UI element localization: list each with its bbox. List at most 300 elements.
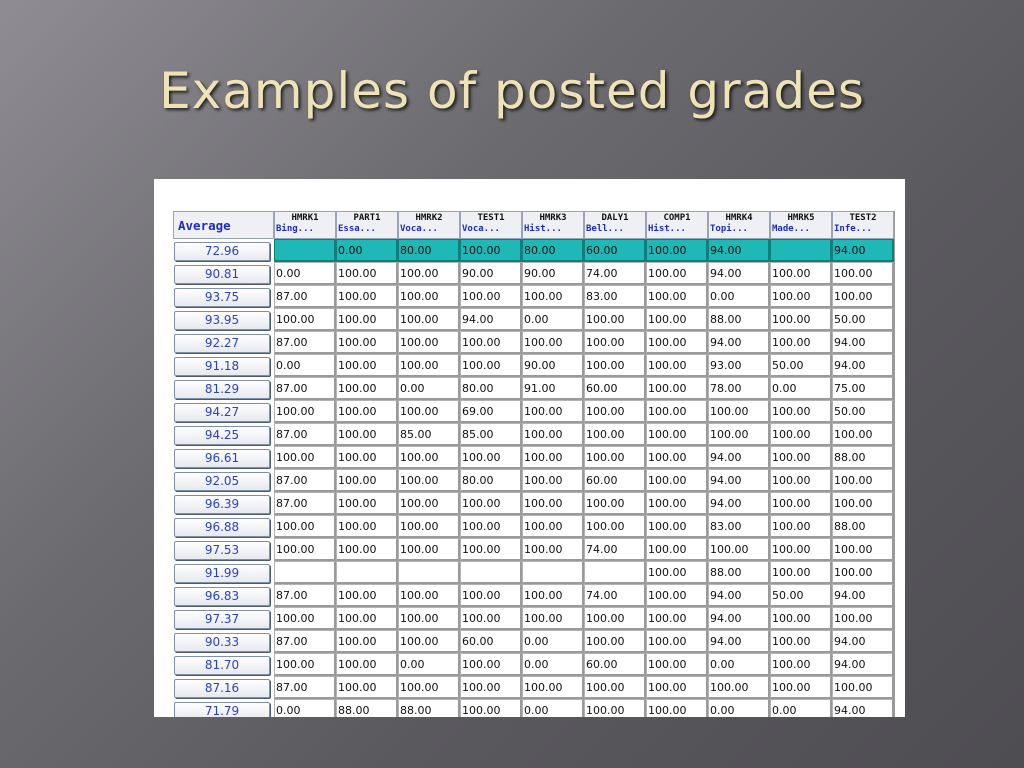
grade-cell[interactable]: 100.00 <box>646 331 708 354</box>
grade-cell[interactable]: 94.00 <box>708 239 770 262</box>
table-row[interactable] <box>173 607 898 630</box>
grade-cell[interactable]: 100.00 <box>274 607 336 630</box>
grade-cell[interactable]: 100.00 <box>646 285 708 308</box>
grade-cell[interactable]: 87.00 <box>274 584 336 607</box>
grade-cell[interactable]: 100.00 <box>522 676 584 699</box>
grade-cell[interactable]: 74.00 <box>584 584 646 607</box>
grade-cell[interactable]: 100.00 <box>646 400 708 423</box>
grade-cell[interactable]: 100.00 <box>584 331 646 354</box>
grade-cell[interactable]: 100.00 <box>770 630 832 653</box>
grade-cell[interactable]: 80.00 <box>398 239 460 262</box>
grade-cell[interactable]: 100.00 <box>336 354 398 377</box>
grade-cell[interactable]: 100.00 <box>336 285 398 308</box>
grade-cell[interactable]: 78.00 <box>708 377 770 400</box>
grade-cell[interactable]: 100.00 <box>770 423 832 446</box>
grade-cell[interactable]: 87.00 <box>274 630 336 653</box>
grade-cell[interactable]: 100.00 <box>770 308 832 331</box>
grade-cell[interactable]: 100.00 <box>832 538 894 561</box>
grade-cell[interactable]: 85.00 <box>398 423 460 446</box>
grade-cell[interactable]: 100.00 <box>274 515 336 538</box>
grade-cell[interactable]: 94.00 <box>708 469 770 492</box>
grade-cell[interactable]: 100.00 <box>832 492 894 515</box>
grade-cell[interactable]: 100.00 <box>522 446 584 469</box>
row-scroll-edge <box>894 331 898 354</box>
row-scroll-edge <box>894 653 898 676</box>
grade-cell[interactable]: 100.00 <box>770 676 832 699</box>
grade-cell[interactable]: 100.00 <box>336 630 398 653</box>
column-header-hmrk4[interactable] <box>708 211 770 239</box>
grade-cell[interactable]: 100.00 <box>770 262 832 285</box>
average-button[interactable]: 87.16 <box>174 679 270 698</box>
grade-cell[interactable]: 80.00 <box>460 377 522 400</box>
grade-cell[interactable]: 100.00 <box>460 285 522 308</box>
grade-cell[interactable]: 100.00 <box>460 331 522 354</box>
column-scroll-edge <box>894 211 898 239</box>
table-row[interactable] <box>173 285 898 308</box>
grade-cell[interactable]: 100.00 <box>646 515 708 538</box>
grade-cell[interactable]: 90.00 <box>522 354 584 377</box>
grade-cell[interactable]: 100.00 <box>584 354 646 377</box>
grade-cell[interactable]: 100.00 <box>770 561 832 584</box>
grade-cell[interactable] <box>522 561 584 584</box>
grade-cell[interactable]: 100.00 <box>646 538 708 561</box>
grade-cell[interactable]: 94.00 <box>832 630 894 653</box>
grade-cell[interactable]: 100.00 <box>770 607 832 630</box>
column-code: TEST2 <box>849 213 877 223</box>
table-row[interactable] <box>173 492 898 515</box>
grade-cell[interactable]: 100.00 <box>398 584 460 607</box>
grade-cell[interactable]: 100.00 <box>770 538 832 561</box>
grade-cell[interactable]: 0.00 <box>522 653 584 676</box>
grade-cell[interactable]: 100.00 <box>522 607 584 630</box>
grade-cell[interactable]: 100.00 <box>336 331 398 354</box>
grade-cell[interactable]: 100.00 <box>336 469 398 492</box>
grade-cell[interactable]: 100.00 <box>584 676 646 699</box>
grade-cell[interactable]: 87.00 <box>274 285 336 308</box>
grade-cell[interactable]: 90.00 <box>460 262 522 285</box>
grade-cell[interactable]: 100.00 <box>460 607 522 630</box>
column-description: Essa... <box>338 224 376 234</box>
table-row[interactable] <box>173 561 898 584</box>
grade-cell[interactable]: 50.00 <box>832 400 894 423</box>
grade-cell[interactable]: 91.00 <box>522 377 584 400</box>
grade-cell[interactable]: 0.00 <box>708 699 770 717</box>
grade-cell[interactable]: 100.00 <box>460 653 522 676</box>
grade-cell[interactable]: 100.00 <box>336 377 398 400</box>
grade-cell[interactable]: 94.00 <box>708 607 770 630</box>
grade-cell[interactable]: 0.00 <box>274 262 336 285</box>
grade-cell[interactable]: 100.00 <box>584 607 646 630</box>
grade-cell[interactable]: 100.00 <box>336 538 398 561</box>
column-code: HMRK5 <box>787 213 815 223</box>
grade-cell[interactable]: 88.00 <box>832 515 894 538</box>
grade-cell[interactable]: 80.00 <box>522 239 584 262</box>
grade-cell[interactable]: 100.00 <box>460 354 522 377</box>
grade-cell[interactable]: 100.00 <box>832 469 894 492</box>
grade-cell[interactable]: 94.00 <box>832 699 894 717</box>
grade-cell[interactable]: 100.00 <box>522 515 584 538</box>
grade-cell[interactable]: 100.00 <box>398 400 460 423</box>
grade-cell[interactable]: 0.00 <box>274 699 336 717</box>
grade-cell[interactable]: 100.00 <box>832 285 894 308</box>
grade-cell[interactable]: 74.00 <box>584 262 646 285</box>
table-row[interactable] <box>173 331 898 354</box>
grade-cell[interactable]: 100.00 <box>708 423 770 446</box>
grade-cell[interactable]: 88.00 <box>336 699 398 717</box>
average-cell <box>173 561 274 584</box>
grade-cell[interactable]: 100.00 <box>646 262 708 285</box>
column-header-hmrk5[interactable] <box>770 211 832 239</box>
grade-cell[interactable]: 100.00 <box>584 699 646 717</box>
grade-cell[interactable]: 83.00 <box>584 285 646 308</box>
grade-cell[interactable]: 100.00 <box>336 492 398 515</box>
grade-cell[interactable]: 94.00 <box>708 262 770 285</box>
grade-cell[interactable]: 100.00 <box>584 423 646 446</box>
table-header-row <box>173 211 898 239</box>
grade-cell[interactable]: 100.00 <box>398 538 460 561</box>
grade-cell[interactable]: 100.00 <box>336 607 398 630</box>
grade-cell[interactable]: 100.00 <box>770 285 832 308</box>
column-code: HMRK4 <box>725 213 753 223</box>
grade-cell[interactable]: 100.00 <box>646 423 708 446</box>
table-row[interactable] <box>173 262 898 285</box>
grade-cell[interactable]: 100.00 <box>522 331 584 354</box>
average-button[interactable]: 97.53 <box>174 541 270 560</box>
grade-cell[interactable]: 0.00 <box>336 239 398 262</box>
grade-cell[interactable]: 87.00 <box>274 423 336 446</box>
grade-cell[interactable]: 100.00 <box>336 400 398 423</box>
grade-cell[interactable]: 100.00 <box>770 331 832 354</box>
grade-cell[interactable]: 100.00 <box>274 446 336 469</box>
average-button[interactable]: 90.33 <box>174 633 270 652</box>
grade-cell[interactable]: 60.00 <box>584 239 646 262</box>
grade-cell[interactable]: 100.00 <box>522 492 584 515</box>
grade-cell[interactable]: 100.00 <box>646 630 708 653</box>
table-row[interactable] <box>173 469 898 492</box>
average-cell <box>173 239 274 262</box>
column-header-hmrk2[interactable] <box>398 211 460 239</box>
grade-cell[interactable]: 0.00 <box>708 285 770 308</box>
average-cell <box>173 584 274 607</box>
grade-cell[interactable]: 100.00 <box>646 239 708 262</box>
grade-cell[interactable]: 88.00 <box>708 308 770 331</box>
grade-cell[interactable]: 50.00 <box>770 354 832 377</box>
average-cell <box>173 400 274 423</box>
grade-cell[interactable]: 100.00 <box>398 630 460 653</box>
grade-cell[interactable]: 100.00 <box>770 653 832 676</box>
grade-cell[interactable]: 100.00 <box>398 354 460 377</box>
table-row[interactable] <box>173 354 898 377</box>
grade-cell[interactable]: 0.00 <box>708 653 770 676</box>
average-button[interactable]: 81.29 <box>174 380 270 399</box>
grade-cell[interactable]: 100.00 <box>398 676 460 699</box>
grade-cell[interactable]: 100.00 <box>274 400 336 423</box>
grade-cell[interactable]: 100.00 <box>460 676 522 699</box>
grade-cell[interactable]: 87.00 <box>274 492 336 515</box>
grade-cell[interactable] <box>584 561 646 584</box>
grade-cell[interactable]: 94.00 <box>832 584 894 607</box>
grade-cell[interactable]: 100.00 <box>832 607 894 630</box>
grade-cell[interactable]: 100.00 <box>832 676 894 699</box>
average-button[interactable]: 94.25 <box>174 426 270 445</box>
grade-cell[interactable]: 60.00 <box>460 630 522 653</box>
grade-cell[interactable]: 88.00 <box>398 699 460 717</box>
grade-cell[interactable]: 100.00 <box>708 400 770 423</box>
grade-cell[interactable]: 0.00 <box>522 308 584 331</box>
grade-cell[interactable]: 100.00 <box>770 446 832 469</box>
column-header-comp1[interactable] <box>646 211 708 239</box>
grade-cell[interactable]: 0.00 <box>398 377 460 400</box>
grade-cell[interactable]: 87.00 <box>274 469 336 492</box>
average-cell <box>173 676 274 699</box>
average-button[interactable]: 81.70 <box>174 656 270 675</box>
grade-cell[interactable]: 100.00 <box>646 308 708 331</box>
grade-cell[interactable]: 60.00 <box>584 377 646 400</box>
grade-cell[interactable]: 100.00 <box>336 584 398 607</box>
grade-cell[interactable]: 100.00 <box>398 285 460 308</box>
grade-cell[interactable]: 0.00 <box>522 630 584 653</box>
table-row[interactable] <box>173 653 898 676</box>
row-scroll-edge <box>894 377 898 400</box>
average-button[interactable]: 91.18 <box>174 357 270 376</box>
grade-cell[interactable]: 100.00 <box>646 699 708 717</box>
grade-cell[interactable]: 100.00 <box>460 492 522 515</box>
table-row[interactable] <box>173 377 898 400</box>
grade-cell[interactable]: 100.00 <box>398 469 460 492</box>
grade-cell[interactable]: 100.00 <box>336 446 398 469</box>
grade-cell[interactable]: 94.00 <box>708 584 770 607</box>
grade-cell[interactable]: 100.00 <box>522 584 584 607</box>
column-header-daly1[interactable] <box>584 211 646 239</box>
row-scroll-edge <box>894 469 898 492</box>
grade-cell[interactable]: 75.00 <box>832 377 894 400</box>
average-column-header[interactable]: Average <box>173 211 274 239</box>
grade-cell[interactable]: 100.00 <box>274 653 336 676</box>
grade-cell[interactable]: 100.00 <box>336 262 398 285</box>
grade-cell[interactable]: 100.00 <box>398 607 460 630</box>
table-row[interactable] <box>173 308 898 331</box>
grade-cell[interactable]: 100.00 <box>522 469 584 492</box>
grade-cell[interactable]: 100.00 <box>646 653 708 676</box>
grade-cell[interactable]: 94.00 <box>460 308 522 331</box>
grade-cell[interactable]: 100.00 <box>336 653 398 676</box>
grade-cell[interactable] <box>336 561 398 584</box>
average-button[interactable]: 71.79 <box>174 702 270 718</box>
grade-cell[interactable]: 100.00 <box>460 584 522 607</box>
column-header-test2[interactable] <box>832 211 894 239</box>
grade-cell[interactable]: 100.00 <box>584 308 646 331</box>
grade-cell[interactable]: 100.00 <box>398 331 460 354</box>
grade-cell[interactable]: 100.00 <box>460 446 522 469</box>
grade-cell[interactable]: 100.00 <box>584 630 646 653</box>
grade-cell[interactable]: 100.00 <box>646 354 708 377</box>
grade-cell[interactable]: 100.00 <box>398 446 460 469</box>
column-code: DALY1 <box>601 213 629 223</box>
grade-cell[interactable]: 100.00 <box>708 538 770 561</box>
grade-cell[interactable]: 94.00 <box>708 331 770 354</box>
grade-cell[interactable]: 100.00 <box>336 308 398 331</box>
column-header-hmrk3[interactable] <box>522 211 584 239</box>
grade-cell[interactable]: 85.00 <box>460 423 522 446</box>
grade-cell[interactable]: 94.00 <box>708 630 770 653</box>
row-scroll-edge <box>894 262 898 285</box>
row-scroll-edge <box>894 239 898 262</box>
grade-cell[interactable]: 0.00 <box>770 377 832 400</box>
grade-cell[interactable]: 100.00 <box>398 308 460 331</box>
average-button[interactable]: 93.95 <box>174 311 270 330</box>
table-row[interactable] <box>173 630 898 653</box>
grade-cell[interactable]: 100.00 <box>770 515 832 538</box>
grade-cell[interactable]: 100.00 <box>832 561 894 584</box>
grade-cell[interactable]: 0.00 <box>398 653 460 676</box>
average-button[interactable]: 96.39 <box>174 495 270 514</box>
average-cell <box>173 538 274 561</box>
grade-cell[interactable]: 100.00 <box>522 538 584 561</box>
grade-cell[interactable]: 100.00 <box>770 400 832 423</box>
average-cell <box>173 653 274 676</box>
grade-cell[interactable]: 100.00 <box>460 239 522 262</box>
grade-cell[interactable]: 100.00 <box>336 423 398 446</box>
grade-cell[interactable]: 100.00 <box>460 699 522 717</box>
grade-cell[interactable]: 0.00 <box>770 699 832 717</box>
grade-cell[interactable] <box>770 239 832 262</box>
average-button[interactable]: 96.88 <box>174 518 270 537</box>
grade-cell[interactable]: 100.00 <box>460 515 522 538</box>
grade-cell[interactable]: 60.00 <box>584 469 646 492</box>
row-scroll-edge <box>894 515 898 538</box>
grade-cell[interactable]: 100.00 <box>770 469 832 492</box>
grade-cell[interactable]: 100.00 <box>584 446 646 469</box>
column-code: PART1 <box>353 213 381 223</box>
grade-cell[interactable]: 100.00 <box>646 446 708 469</box>
grade-cell[interactable]: 100.00 <box>646 377 708 400</box>
grades-table <box>173 211 898 717</box>
row-scroll-edge <box>894 285 898 308</box>
column-header-part1[interactable] <box>336 211 398 239</box>
grade-cell[interactable]: 100.00 <box>646 607 708 630</box>
row-scroll-edge <box>894 584 898 607</box>
average-cell <box>173 492 274 515</box>
column-header-hmrk1[interactable] <box>274 211 336 239</box>
grade-cell[interactable] <box>274 239 336 262</box>
table-row[interactable] <box>173 515 898 538</box>
grade-cell[interactable]: 100.00 <box>522 285 584 308</box>
grade-cell[interactable]: 87.00 <box>274 676 336 699</box>
grade-cell[interactable]: 93.00 <box>708 354 770 377</box>
grade-cell[interactable]: 94.00 <box>832 239 894 262</box>
grade-cell[interactable]: 80.00 <box>460 469 522 492</box>
grade-cell[interactable]: 100.00 <box>274 308 336 331</box>
row-scroll-edge <box>894 446 898 469</box>
grade-cell[interactable]: 88.00 <box>708 561 770 584</box>
average-button[interactable]: 92.05 <box>174 472 270 491</box>
average-button[interactable]: 72.96 <box>174 242 270 261</box>
grade-cell[interactable] <box>398 561 460 584</box>
average-cell <box>173 423 274 446</box>
grade-cell[interactable]: 100.00 <box>646 469 708 492</box>
grade-cell[interactable]: 50.00 <box>832 308 894 331</box>
column-description: Voca... <box>462 224 500 234</box>
table-row[interactable] <box>173 446 898 469</box>
average-button[interactable]: 91.99 <box>174 564 270 583</box>
table-row[interactable] <box>173 584 898 607</box>
grade-cell[interactable] <box>274 561 336 584</box>
grade-cell[interactable]: 100.00 <box>584 515 646 538</box>
average-button[interactable]: 92.27 <box>174 334 270 353</box>
grade-cell[interactable]: 94.00 <box>832 331 894 354</box>
row-scroll-edge <box>894 561 898 584</box>
table-row[interactable] <box>173 676 898 699</box>
row-scroll-edge <box>894 308 898 331</box>
column-header-test1[interactable] <box>460 211 522 239</box>
grade-cell[interactable]: 100.00 <box>584 492 646 515</box>
column-description: Hist... <box>524 224 562 234</box>
grade-cell[interactable]: 94.00 <box>708 492 770 515</box>
grade-cell[interactable]: 94.00 <box>832 653 894 676</box>
grade-cell[interactable]: 60.00 <box>584 653 646 676</box>
grade-cell[interactable]: 100.00 <box>398 515 460 538</box>
table-row[interactable] <box>173 699 898 717</box>
column-description: Voca... <box>400 224 438 234</box>
grade-cell[interactable]: 83.00 <box>708 515 770 538</box>
average-button[interactable]: 93.75 <box>174 288 270 307</box>
grade-cell[interactable]: 100.00 <box>832 423 894 446</box>
grade-cell[interactable]: 0.00 <box>522 699 584 717</box>
grade-cell[interactable]: 69.00 <box>460 400 522 423</box>
table-row[interactable] <box>173 423 898 446</box>
grade-cell[interactable]: 100.00 <box>274 538 336 561</box>
grade-cell[interactable]: 0.00 <box>274 354 336 377</box>
grade-cell[interactable]: 100.00 <box>584 400 646 423</box>
grade-cell[interactable]: 100.00 <box>646 676 708 699</box>
grade-cell[interactable]: 100.00 <box>522 423 584 446</box>
grade-cell[interactable]: 88.00 <box>832 446 894 469</box>
grade-cell[interactable]: 94.00 <box>708 446 770 469</box>
average-button[interactable]: 96.83 <box>174 587 270 606</box>
table-row[interactable] <box>173 400 898 423</box>
column-description: Made... <box>772 224 810 234</box>
grade-cell[interactable]: 100.00 <box>398 262 460 285</box>
table-row[interactable] <box>173 538 898 561</box>
grade-cell[interactable]: 94.00 <box>832 354 894 377</box>
grade-cell[interactable]: 100.00 <box>770 492 832 515</box>
grade-cell[interactable]: 100.00 <box>832 262 894 285</box>
grade-cell[interactable] <box>460 561 522 584</box>
grade-cell[interactable]: 100.00 <box>460 538 522 561</box>
grade-cell[interactable]: 87.00 <box>274 377 336 400</box>
grade-cell[interactable]: 100.00 <box>646 561 708 584</box>
table-row[interactable] <box>173 239 898 262</box>
column-code: TEST1 <box>477 213 505 223</box>
grade-cell[interactable]: 50.00 <box>770 584 832 607</box>
grade-cell[interactable]: 100.00 <box>708 676 770 699</box>
grade-cell[interactable]: 74.00 <box>584 538 646 561</box>
average-cell <box>173 331 274 354</box>
average-button[interactable]: 96.61 <box>174 449 270 468</box>
grade-cell[interactable]: 100.00 <box>336 676 398 699</box>
average-button[interactable]: 90.81 <box>174 265 270 284</box>
average-button[interactable]: 94.27 <box>174 403 270 422</box>
grade-cell[interactable]: 100.00 <box>646 492 708 515</box>
grade-cell[interactable]: 100.00 <box>522 400 584 423</box>
grade-cell[interactable]: 100.00 <box>336 515 398 538</box>
average-button[interactable]: 97.37 <box>174 610 270 629</box>
grade-cell[interactable]: 100.00 <box>398 492 460 515</box>
column-code: HMRK3 <box>539 213 567 223</box>
grade-cell[interactable]: 90.00 <box>522 262 584 285</box>
grade-cell[interactable]: 100.00 <box>646 584 708 607</box>
grade-cell[interactable]: 87.00 <box>274 331 336 354</box>
